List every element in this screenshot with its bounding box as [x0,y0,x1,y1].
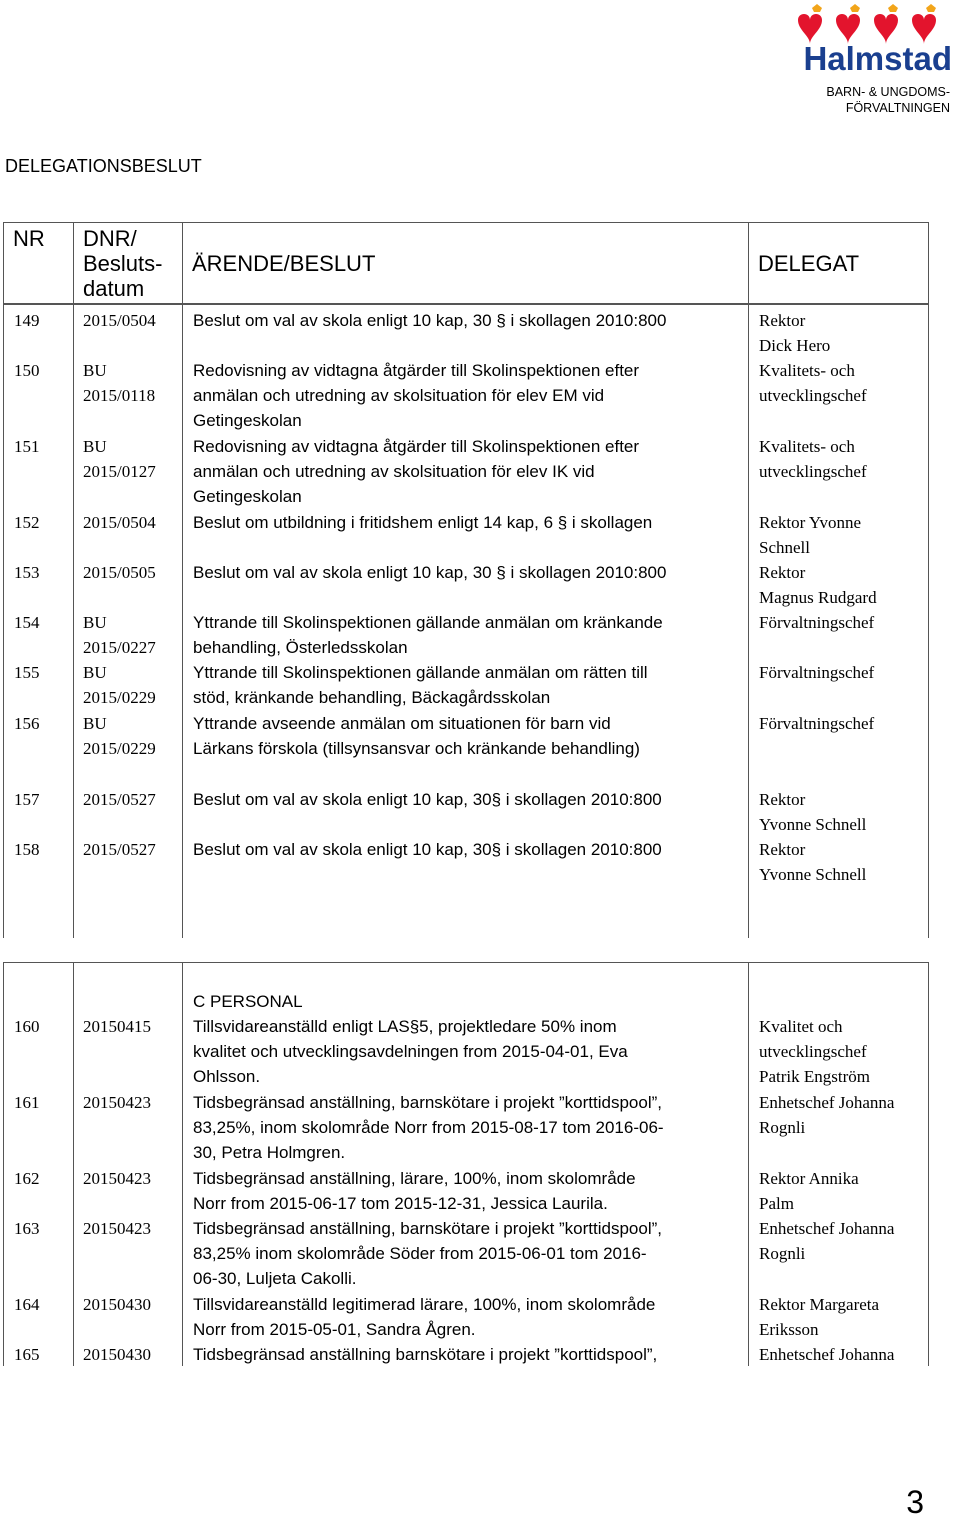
row-dnr: 2015/0527 [83,840,156,859]
row-text: Yttrande till Skolinspektionen gällande anmälan om kränkande [193,613,663,632]
header-nr: NR [13,226,45,251]
row-number: 158 [14,840,40,859]
row-text: Redovisning av vidtagna åtgärder till Skolinspektionen efter [193,361,640,380]
row-text: kvalitet och utvecklingsavdelningen from 2015-04-01, Eva [193,1042,628,1062]
row-dnr: 20150415 [83,1017,151,1036]
logo-subtitle [780,84,950,116]
row-dnr: 2015/0527 [83,790,156,809]
row-text: Lärkans förskola (tillsynsansvar och kränkande behandling) [193,739,640,759]
header-delegat: DELEGAT [758,251,860,276]
row-delegat: Förvaltningschef [759,663,875,682]
row-number: 155 [14,663,40,682]
row-number: 149 [14,311,40,330]
row-number: 154 [14,613,40,632]
logo-wordmark: Halmstad [803,40,952,77]
logo-sub-line1: BARN- & UNGDOMS- [826,85,950,99]
row-text: behandling, Österledsskolan [193,638,408,658]
row-delegat: Rognli [759,1244,806,1264]
row-dnr: 2015/0504 [83,311,156,330]
row-text: Tillsvidareanställd legitimerad lärare, 100%, inom skolområde [193,1295,656,1314]
row-dnr: 2015/0227 [83,638,156,658]
row-number: 151 [14,437,40,456]
row-delegat: Yvonne Schnell [759,865,867,885]
row-delegat: Rektor [759,563,806,582]
row-delegat: utvecklingschef [759,1042,867,1062]
row-number: 150 [14,361,40,380]
row-number: 153 [14,563,40,582]
row-number: 165 [14,1345,40,1364]
row-number: 161 [14,1093,40,1112]
row-text: 06-30, Luljeta Cakolli. [193,1269,357,1289]
row-number: 156 [14,714,40,733]
header-dnr-1: DNR/ [83,226,137,251]
row-dnr: 20150423 [83,1169,151,1188]
row-dnr: 2015/0229 [83,688,156,708]
row-delegat: Enhetschef Johanna [759,1219,895,1238]
row-delegat: Rognli [759,1118,806,1138]
row-delegat: Rektor Annika [759,1169,859,1188]
row-dnr: 2015/0504 [83,513,156,532]
row-dnr: 20150423 [83,1219,151,1238]
row-dnr: BU [83,663,107,682]
row-delegat: Kvalitets- och [759,437,855,456]
row-delegat: Palm [759,1194,794,1214]
row-dnr: 20150430 [83,1345,151,1364]
row-delegat: Förvaltningschef [759,714,875,733]
row-delegat: Förvaltningschef [759,613,875,632]
row-text: Beslut om val av skola enligt 10 kap, 30§ i skollagen 2010:800 [193,790,662,809]
row-delegat: Enhetschef Johanna [759,1345,895,1364]
row-delegat: utvecklingschef [759,386,867,406]
row-text: Yttrande till Skolinspektionen gällande anmälan om rätten till [193,663,648,682]
row-text: Tillsvidareanställd enligt LAS§5, projektledare 50% inom [193,1017,617,1036]
page-number: 3 [906,1484,924,1520]
row-dnr: 2015/0118 [83,386,156,406]
row-delegat: utvecklingschef [759,462,867,482]
row-delegat: Enhetschef Johanna [759,1093,895,1112]
row-text: Tidsbegränsad anställning, barnskötare i projekt ”korttidspool”, [193,1093,663,1112]
row-text: stöd, kränkande behandling, Bäckagårdsskolan [193,688,551,708]
row-text: Getingeskolan [193,411,302,431]
header-dnr-3: datum [83,276,145,301]
row-dnr: 2015/0127 [83,462,156,482]
row-text: Beslut om val av skola enligt 10 kap, 30 § i skollagen 2010:800 [193,563,667,582]
row-number: 162 [14,1169,40,1188]
halmstad-logo [784,4,954,114]
row-delegat: Schnell [759,538,810,558]
row-delegat: Kvalitets- och [759,361,855,380]
row-dnr: 20150423 [83,1093,151,1112]
row-delegat: Rektor Margareta [759,1295,880,1314]
row-text: Beslut om utbildning i fritidshem enligt 14 kap, 6 § i skollagen [193,513,653,532]
row-dnr: 20150430 [83,1295,151,1314]
row-delegat: Eriksson [759,1320,819,1340]
document-title: DELEGATIONSBESLUT [5,156,202,176]
row-number: 164 [14,1295,40,1314]
row-text: 83,25%, inom skolområde Norr from 2015-08-17 tom 2016-06- [193,1118,664,1138]
row-delegat: Rektor [759,840,806,859]
row-number: 160 [14,1017,40,1036]
section-heading: C PERSONAL [193,992,303,1011]
row-text: Ohlsson. [193,1067,261,1087]
row-dnr: BU [83,361,107,380]
row-text: Norr from 2015-06-17 tom 2015-12-31, Jessica Laurila. [193,1194,608,1214]
row-delegat: Rektor [759,311,806,330]
row-number: 152 [14,513,40,532]
row-text: Tidsbegränsad anställning, lärare, 100%, inom skolområde [193,1169,636,1188]
row-dnr: BU [83,613,107,632]
row-delegat: Patrik Engström [759,1067,870,1087]
row-delegat: Dick Hero [759,336,831,356]
row-dnr: BU [83,437,107,456]
row-text: Tidsbegränsad anställning barnskötare i projekt ”korttidspool”, [193,1345,658,1364]
row-text: Beslut om val av skola enligt 10 kap, 30 § i skollagen 2010:800 [193,311,667,330]
row-delegat: Kvalitet och [759,1017,843,1036]
row-text: Redovisning av vidtagna åtgärder till Skolinspektionen efter [193,437,640,456]
row-text: anmälan och utredning av skolsituation för elev IK vid [193,462,595,482]
row-number: 163 [14,1219,40,1238]
row-number: 157 [14,790,40,809]
row-text: 30, Petra Holmgren. [193,1143,346,1163]
row-delegat: Rektor [759,790,806,809]
header-arende: ÄRENDE/BESLUT [192,251,376,276]
row-dnr: 2015/0229 [83,739,156,759]
row-text: 83,25% inom skolområde Söder from 2015-06-01 tom 2016- [193,1244,647,1264]
row-text: Norr from 2015-05-01, Sandra Ågren. [193,1320,476,1340]
row-delegat: Magnus Rudgard [759,588,877,608]
row-text: anmälan och utredning av skolsituation för elev EM vid [193,386,605,406]
row-text: Tidsbegränsad anställning, barnskötare i projekt ”korttidspool”, [193,1219,663,1238]
row-text: Getingeskolan [193,487,302,507]
row-delegat: Rektor Yvonne [759,513,862,532]
row-text: Beslut om val av skola enligt 10 kap, 30§ i skollagen 2010:800 [193,840,662,859]
row-delegat: Yvonne Schnell [759,815,867,835]
header-dnr-2: Besluts- [83,251,163,276]
row-dnr: BU [83,714,107,733]
logo-sub-line2: FÖRVALTNINGEN [845,101,950,115]
row-dnr: 2015/0505 [83,563,156,582]
row-text: Yttrande avseende anmälan om situationen för barn vid [193,714,611,733]
